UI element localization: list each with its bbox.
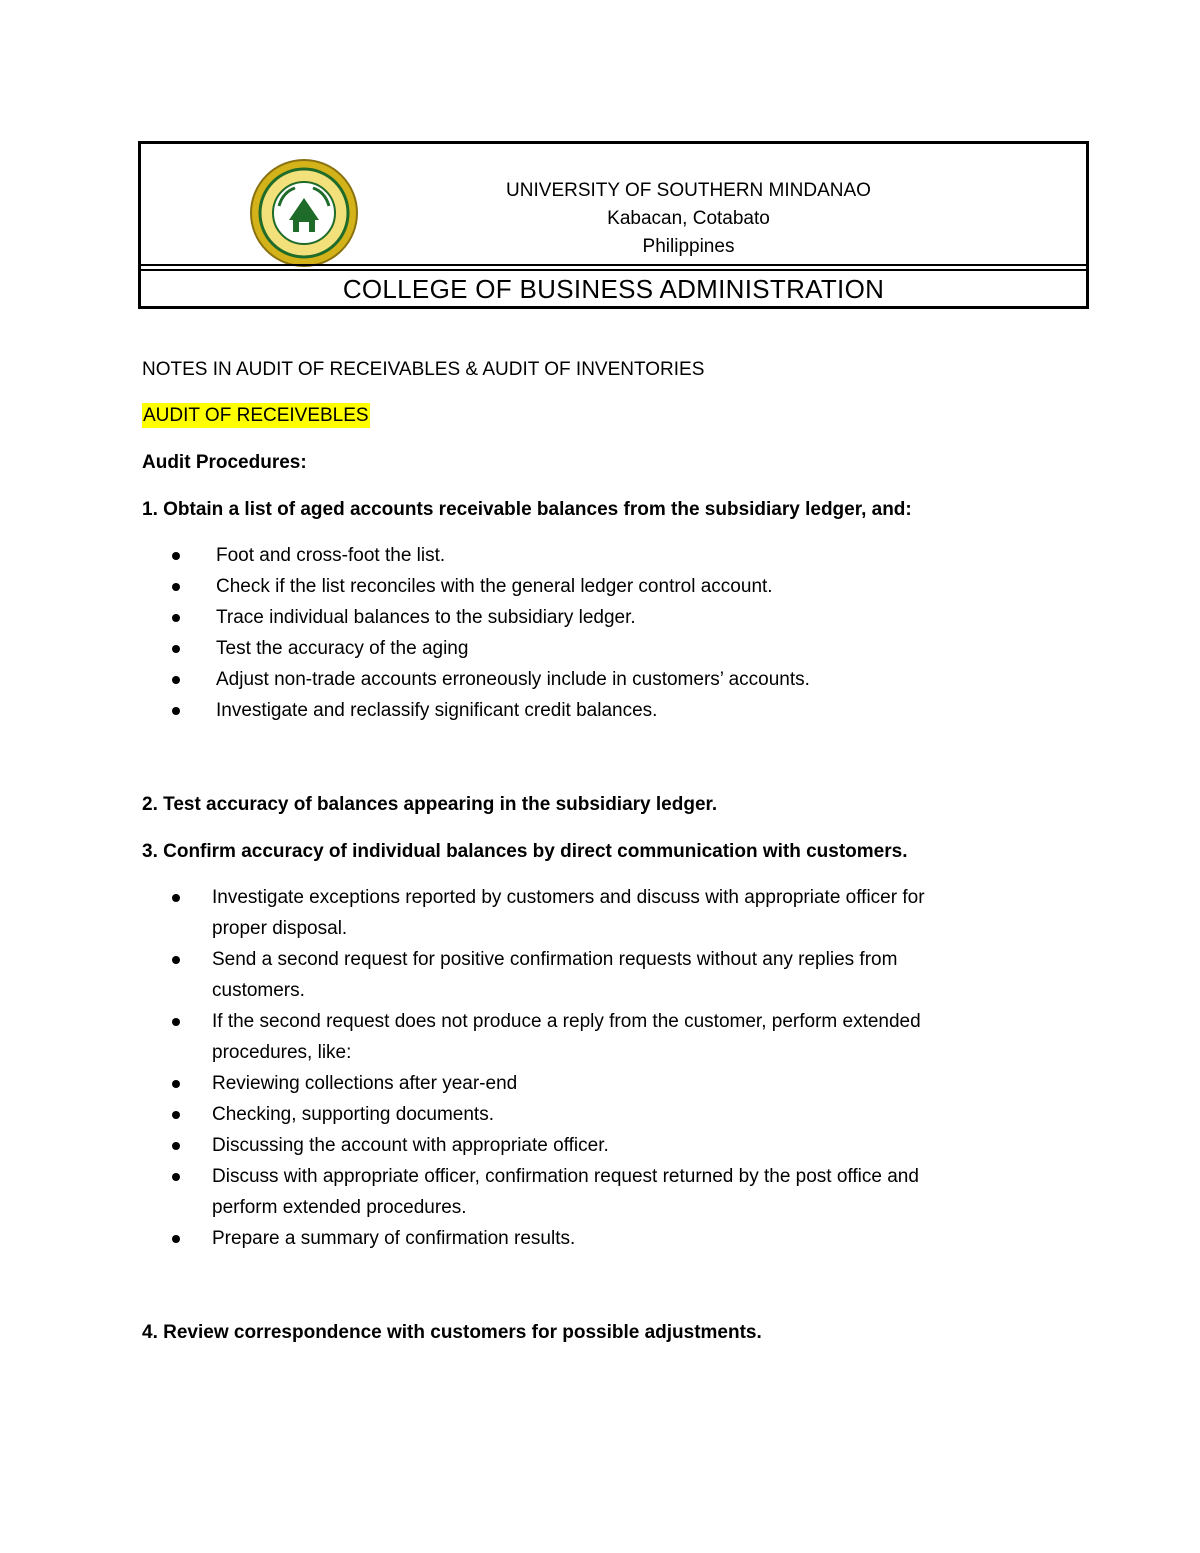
bullet-icon — [172, 552, 180, 560]
bullet-icon — [172, 707, 180, 715]
bullet-icon — [172, 614, 180, 622]
bullet-icon — [172, 894, 180, 902]
header-divider — [141, 269, 1086, 271]
procedures-label: Audit Procedures: — [142, 452, 307, 473]
document-title: NOTES IN AUDIT OF RECEIVABLES & AUDIT OF INVENTORIES — [142, 359, 705, 380]
step-4: 4. Review correspondence with customers for possible adjustments. — [142, 1322, 762, 1343]
bullet-icon — [172, 1080, 180, 1088]
university-country: Philippines — [642, 236, 735, 257]
bullet-icon — [172, 956, 180, 964]
bullet-icon — [172, 1173, 180, 1181]
section-heading — [142, 404, 370, 428]
bullet-icon — [172, 1142, 180, 1150]
bullet-icon — [172, 1018, 180, 1026]
university-address-block — [291, 177, 1086, 261]
step-3: 3. Confirm accuracy of individual balances by direct communication with customers. — [142, 841, 908, 862]
university-name: UNIVERSITY OF SOUTHERN MINDANAO — [506, 180, 871, 201]
college-name: COLLEGE OF BUSINESS ADMINISTRATION — [342, 274, 885, 304]
step-1: 1. Obtain a list of aged accounts receivable balances from the subsidiary ledger, and: — [142, 499, 912, 520]
header-divider — [141, 264, 1086, 266]
university-location: Kabacan, Cotabato — [607, 208, 770, 229]
bullet-icon — [172, 583, 180, 591]
letterhead-top — [141, 144, 1086, 264]
letterhead-box — [138, 141, 1089, 309]
section-heading-text: AUDIT OF RECEIVEBLES — [143, 405, 369, 426]
bullet-icon — [172, 676, 180, 684]
step-2: 2. Test accuracy of balances appearing in the subsidiary ledger. — [142, 794, 718, 815]
bullet-icon — [172, 645, 180, 653]
bullet-icon — [172, 1235, 180, 1243]
bullet-icon — [172, 1111, 180, 1119]
